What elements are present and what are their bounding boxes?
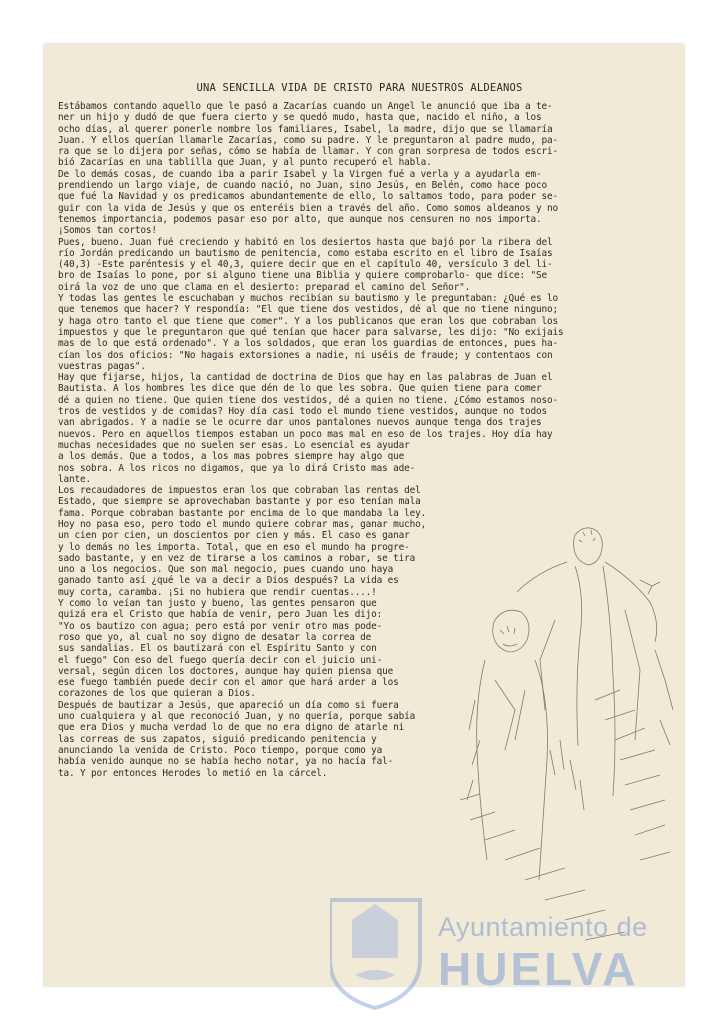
body-line: guir con la vida de Jesús y que os enteréis bien a través del año. Como somos aldeanos y no <box>58 202 558 214</box>
body-line: cían los dos oficios: "No hagais extorsiones a nadie, ni uséis de fraude; y contentaos con <box>58 349 553 361</box>
body-line: oirá la voz de uno que clama en el desierto: preparad el camino del Señor". <box>58 281 471 293</box>
body-line: "Yo os bautizo con agua; pero está por venir otro mas pode- <box>58 620 383 632</box>
body-line: ganado tanto así ¿qué le va a decir a Dios después? La vida es <box>58 575 399 587</box>
body-line: ner un hijo y dudó de que fuera cierto y se quedó mudo, hasta que, nacido el niño, a los <box>58 112 542 124</box>
body-line: Hoy no pasa eso, pero todo el mundo quiere cobrar mas, ganar mucho, <box>58 518 427 530</box>
body-line: que tenemos que hacer? Y respondía: "El que tiene dos vestidos, dé al que no tiene ninguno; <box>58 304 558 316</box>
watermark-line-1: Ayuntamiento de <box>438 912 648 942</box>
body-line: ¡Somos tan cortos! <box>58 225 157 237</box>
body-line: muy corta, caramba. ¡Si no hubiera que rendir cuentas....! <box>58 586 377 598</box>
body-line: dé a quien no tiene. Que quien tiene dos vestidos, dé a quien no tiene. ¿Cómo estamos noso- <box>58 394 558 406</box>
body-line: vuestras pagas". <box>58 360 146 372</box>
body-line: un cien por cien, un doscientos por cien y más. El caso es ganar <box>58 530 410 542</box>
watermark-line-2: HUELVA <box>438 943 639 995</box>
body-line: bió Zacarías en una tablilla que Juan, y al punto recuperó el habla. <box>58 157 432 169</box>
body-line: Bautista. A los hombres les dice que dén de lo que les sobra. Que quien tiene para comer <box>58 383 542 395</box>
body-line: roso que yo, al cual no soy digno de desatar la correa de <box>58 631 372 643</box>
body-line: quizá era el Cristo que había de venir, pero Juan les dijo: <box>58 609 383 621</box>
body-line: ocho días, al querer ponerle nombre los familiares, Isabel, la madre, dijo que se llamaría <box>58 123 553 135</box>
body-line: las correas de sus zapatos, siguió predicando penitencia y <box>58 733 377 745</box>
body-line: De lo demás cosas, de cuando iba a parir Isabel y la Virgen fué a verla y a ayudarla em- <box>58 168 542 180</box>
body-line: Después de bautizar a Jesús, que apareció un día como si fuera <box>58 699 399 711</box>
body-line: que fué la Navidad y os predicamos abundantemente de ello, lo saltamos todo, para poder se- <box>58 191 558 203</box>
body-line: nos sobra. A los ricos no digamos, que ya lo dirá Cristo mas ade- <box>58 462 416 474</box>
body-line: sus sandalias. El os bautizará con el Espíritu Santo y con <box>58 643 377 655</box>
body-line: bro de Isaías lo pone, por si alguno tiene una Biblia y quiere comprobarlo- que dice: "Se <box>58 270 547 282</box>
body-line: corazones de los que quieran a Dios. <box>58 688 256 700</box>
body-line: mas de lo que está ordenado". Y a los soldados, que eran los guardias de entonces, pues ha- <box>58 338 558 350</box>
body-line: sado bastante, y en vez de tirarse a los caminos a robar, se tira <box>58 552 416 564</box>
body-line: ra que se lo dijera por señas, cómo se había de llamar. Y con gran sorpresa de todos escri- <box>58 146 558 158</box>
body-line: prendiendo un largo viaje, de cuando nació, no Juan, sino Jesús, en Belén, como hace poco <box>58 180 547 192</box>
body-line: impuestos y que le preguntaron que qué tenían que hacer para salvarse, les dijo: "No exijais <box>58 326 564 338</box>
body-line: el fuego" Con eso del fuego quería decir con el juicio uni- <box>58 654 383 666</box>
body-line: río Jordán predicando un bautismo de penitencia, como estaba escrito en el libro de Isaías <box>58 247 553 259</box>
document-title: UNA SENCILLA VIDA DE CRISTO PARA NUESTROS ALDEANOS <box>196 82 523 94</box>
body-line: Los recaudadores de impuestos eran los que cobraban las rentas del <box>58 485 421 497</box>
body-line: y lo demás no les importa. Total, que en eso el mundo ha progre- <box>58 541 410 553</box>
body-line: que era Dios y mucha verdad lo de que no era digno de atarle ni <box>58 722 405 734</box>
body-line: ese fuego también puede decir con el amor que hará arder a los <box>58 677 399 689</box>
body-line: nuevos. Pero en aquellos tiempos estaban un poco mas mal en eso de los trajes. Hoy día hay <box>58 428 553 440</box>
body-line: y haga otro tanto el que tiene que comer". Y a los publicanos que eran los que cobraban los <box>58 315 558 327</box>
body-line: van abrigados. Y a nadie se le ocurre dar unos pantalones nuevos aunque tenga dos trajes <box>58 417 542 429</box>
body-line: había venido aunque no se había hecho notar, ya no hacía fal- <box>58 756 394 768</box>
body-line: tros de vestidos y de comidas? Hoy día casi todo el mundo tiene vestidos, aunque no todos <box>58 406 547 418</box>
body-line: anunciando la venida de Cristo. Poco tiempo, porque como ya <box>58 744 383 756</box>
body-line: Hay que fijarse, hijos, la cantidad de doctrina de Dios que hay en las palabras de Juan el <box>58 372 553 384</box>
body-line: uno cualquiera y al que reconoció Juan, y no quería, porque sabía <box>58 711 416 723</box>
body-line: Juan. Y ellos querían llamarle Zacarías, como su padre. Y le preguntaron al padre mudo, pa- <box>58 134 558 146</box>
body-line: ta. Y por entonces Herodes lo metió en la cárcel. <box>58 767 328 779</box>
body-line: (40,3) -Este paréntesis y el 40,3, quiere decir que en el capítulo 40, versículo 3 del li- <box>58 259 553 271</box>
body-line: Pues, bueno. Juan fué creciendo y habitó en los desiertos hasta que bajó por la ribera del <box>58 236 553 248</box>
body-line: uno a los negocios. Que son mal negocio, pues cuando uno haya <box>58 564 394 576</box>
body-line: lante. <box>58 473 91 485</box>
body-line: Estábamos contando aquello que le pasó a Zacarías cuando un Angel le anunció que iba a te- <box>58 101 553 112</box>
body-line: a los demás. Que a todos, a los mas pobres siempre hay algo que <box>58 451 405 463</box>
body-line: Y todas las gentes le escuchaban y muchos recibían su bautismo y le preguntaban: ¿Qué es lo <box>58 293 558 305</box>
body-line: Y como lo veían tan justo y bueno, las gentes pensaron que <box>58 598 377 610</box>
body-line: fama. Porque cobraban bastante por encima de lo que mandaba la ley. <box>58 507 427 519</box>
body-line: muchas necesidades que no suelen ser esas. Lo esencial es ayudar <box>58 439 410 451</box>
body-line: versal, según dicen los doctores, aunque hay quien piensa que <box>58 665 394 677</box>
body-line: tenemos importancia, podemos pasar eso por alto, que aunque nos censuren no nos importa. <box>58 213 542 225</box>
body-line: Estado, que siempre se aprovechaban bastante y por eso tenían mala <box>58 496 421 508</box>
